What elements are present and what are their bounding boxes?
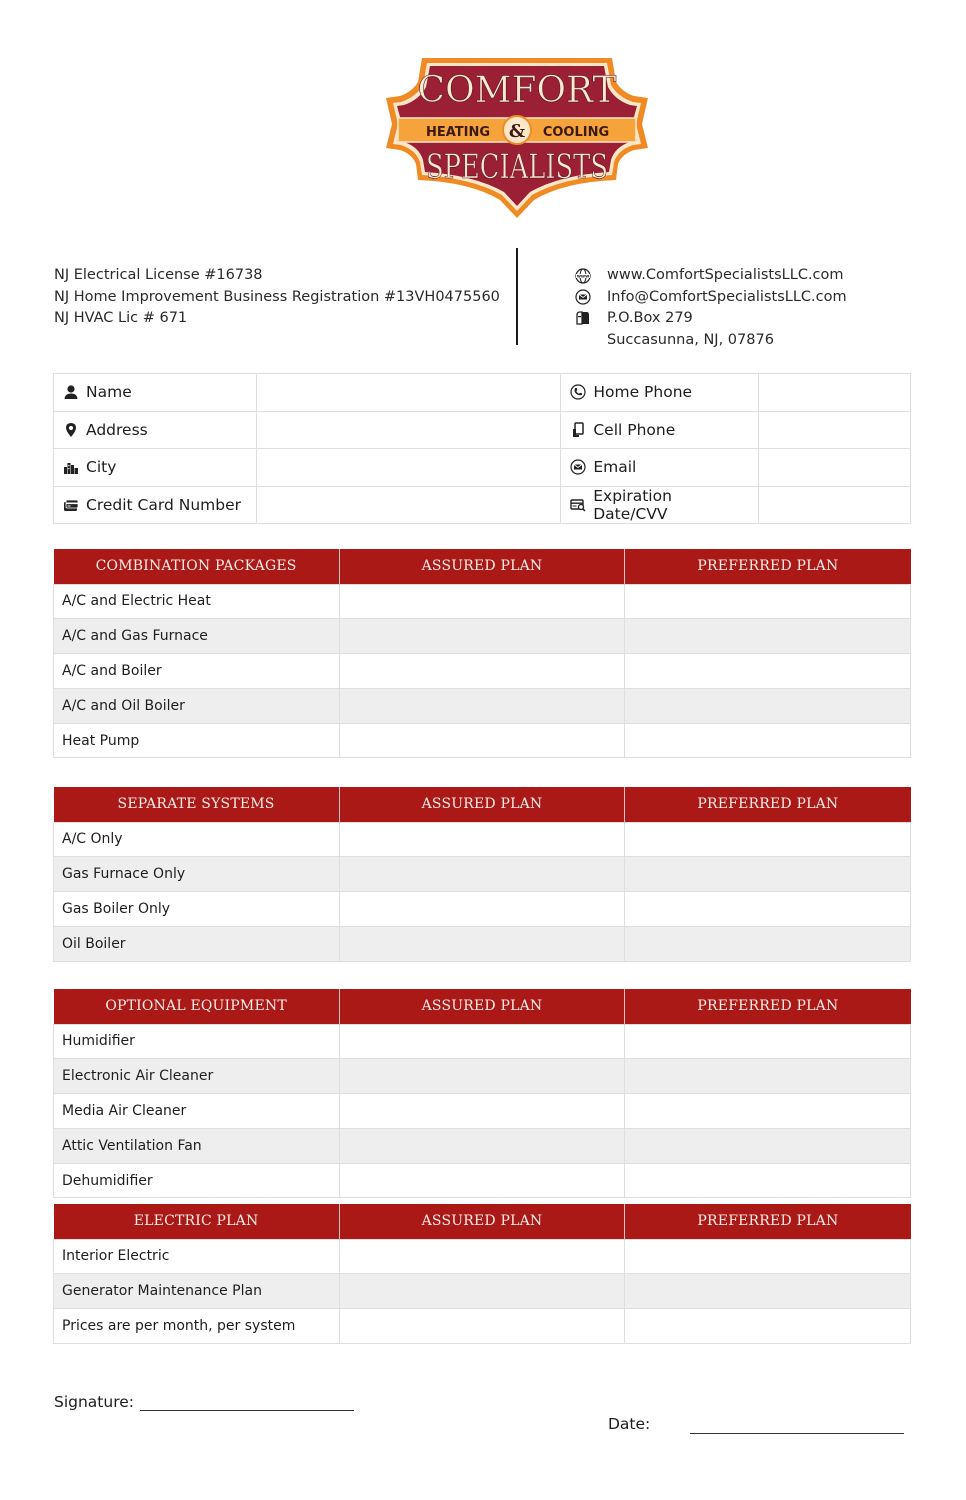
- assured-plan-cell[interactable]: [339, 723, 625, 758]
- column-header: PREFERRED PLAN: [625, 549, 911, 584]
- preferred-plan-cell[interactable]: [625, 857, 911, 892]
- email-label-cell: [561, 449, 759, 487]
- assured-plan-cell[interactable]: [339, 1163, 625, 1198]
- credit-card-field[interactable]: [256, 486, 561, 524]
- column-header: ASSURED PLAN: [339, 989, 625, 1024]
- row-label: A/C and Boiler: [54, 654, 340, 689]
- preferred-plan-cell[interactable]: [625, 822, 911, 857]
- row-label: A/C and Electric Heat: [54, 584, 340, 619]
- license-line: NJ Electrical License #16738: [54, 267, 263, 283]
- logo-line1: COMFORT: [417, 70, 617, 111]
- assured-plan-cell[interactable]: [339, 1128, 625, 1163]
- row-label: Interior Electric: [54, 1239, 340, 1274]
- table-header-row: [54, 989, 911, 1024]
- preferred-plan-cell[interactable]: [625, 1024, 911, 1059]
- logo-banner-amp: &: [508, 121, 526, 142]
- logo-banner-right: COOLING: [542, 125, 610, 140]
- assured-plan-cell[interactable]: [339, 619, 625, 654]
- preferred-plan-cell[interactable]: [625, 688, 911, 723]
- row-label: Media Air Cleaner: [54, 1094, 340, 1129]
- preferred-plan-cell[interactable]: [625, 1128, 911, 1163]
- assured-plan-cell[interactable]: [339, 1274, 625, 1309]
- contact-pobox: [573, 308, 847, 330]
- assured-plan-cell[interactable]: [339, 1094, 625, 1129]
- signature-line[interactable]: [140, 1395, 354, 1411]
- preferred-plan-cell[interactable]: [625, 1239, 911, 1274]
- company-logo: [384, 52, 650, 222]
- row-label: Gas Furnace Only: [54, 857, 340, 892]
- table-row: [54, 1094, 911, 1129]
- email-icon: [569, 458, 587, 476]
- preferred-plan-cell[interactable]: [625, 1309, 911, 1344]
- table-row: [54, 619, 911, 654]
- row-label: Generator Maintenance Plan: [54, 1274, 340, 1309]
- logo-line2: SPECIALISTS: [426, 147, 608, 187]
- po-box-text: P.O.Box 279: [607, 310, 693, 326]
- globe-www-icon: [573, 268, 593, 284]
- cell-phone-field[interactable]: [759, 411, 911, 449]
- combination-packages-table: [53, 549, 911, 758]
- assured-plan-cell[interactable]: [339, 1059, 625, 1094]
- table-header-row: [54, 549, 911, 584]
- customer-row: [54, 411, 911, 449]
- row-label: Humidifier: [54, 1024, 340, 1059]
- table-row: [54, 1309, 911, 1344]
- signature-section: [54, 1393, 354, 1411]
- column-header: PREFERRED PLAN: [625, 787, 911, 822]
- table-row: [54, 688, 911, 723]
- row-label: Dehumidifier: [54, 1163, 340, 1198]
- column-header: PREFERRED PLAN: [625, 989, 911, 1024]
- expiration-label: Expiration Date/CVV: [593, 486, 672, 523]
- table-row: [54, 723, 911, 758]
- website-link[interactable]: www.ComfortSpecialistsLLC.com: [607, 267, 844, 283]
- assured-plan-cell[interactable]: [339, 654, 625, 689]
- preferred-plan-cell[interactable]: [625, 1094, 911, 1129]
- expiration-label-cell: [561, 486, 759, 524]
- city-label-cell: [54, 449, 257, 487]
- assured-plan-cell[interactable]: [339, 926, 625, 961]
- row-label: A/C and Oil Boiler: [54, 688, 340, 723]
- row-label: Gas Boiler Only: [54, 892, 340, 927]
- assured-plan-cell[interactable]: [339, 892, 625, 927]
- table-row: [54, 584, 911, 619]
- assured-plan-cell[interactable]: [339, 688, 625, 723]
- name-field[interactable]: [256, 374, 561, 412]
- table-header-row: [54, 787, 911, 822]
- person-icon: [62, 383, 80, 401]
- column-header: ELECTRIC PLAN: [54, 1204, 340, 1239]
- credit-card-label: Credit Card Number: [86, 495, 241, 514]
- table-row: [54, 1163, 911, 1198]
- table-row: [54, 654, 911, 689]
- home-phone-field[interactable]: [759, 374, 911, 412]
- column-header: PREFERRED PLAN: [625, 1204, 911, 1239]
- license-info: [54, 265, 500, 330]
- preferred-plan-cell[interactable]: [625, 892, 911, 927]
- row-label: Oil Boiler: [54, 926, 340, 961]
- city-field[interactable]: [256, 449, 561, 487]
- svg-text:www: www: [576, 274, 590, 280]
- table-row: [54, 1239, 911, 1274]
- contact-email: [573, 287, 847, 309]
- row-label: Prices are per month, per system: [54, 1309, 340, 1344]
- email-label: Email: [593, 458, 637, 477]
- table-row: [54, 857, 911, 892]
- preferred-plan-cell[interactable]: [625, 1274, 911, 1309]
- customer-row: [54, 374, 911, 412]
- home-phone-label-cell: [561, 374, 759, 412]
- phone-icon: [569, 383, 587, 401]
- address-field[interactable]: [256, 411, 561, 449]
- table-row: [54, 1274, 911, 1309]
- customer-row: [54, 449, 911, 487]
- electric-plan-table: [53, 1204, 911, 1344]
- license-line: NJ HVAC Lic # 671: [54, 310, 188, 326]
- date-label: Date:: [608, 1415, 651, 1433]
- preferred-plan-cell[interactable]: [625, 926, 911, 961]
- assured-plan-cell[interactable]: [339, 857, 625, 892]
- table-header-row: [54, 1204, 911, 1239]
- table-row: [54, 1128, 911, 1163]
- cell-phone-icon: [569, 421, 587, 439]
- signature-label: Signature:: [54, 1393, 134, 1411]
- home-phone-label: Home Phone: [593, 383, 693, 402]
- column-header: ASSURED PLAN: [339, 1204, 625, 1239]
- email-icon: [573, 289, 593, 305]
- name-label-cell: [54, 374, 257, 412]
- column-header: ASSURED PLAN: [339, 549, 625, 584]
- credit-card-label-cell: [54, 486, 257, 524]
- table-row: [54, 892, 911, 927]
- column-header: SEPARATE SYSTEMS: [54, 787, 340, 822]
- city-label: City: [86, 458, 117, 477]
- cell-phone-label-cell: [561, 411, 759, 449]
- logo-banner-left: HEATING: [425, 125, 491, 140]
- preferred-plan-cell[interactable]: [625, 654, 911, 689]
- column-header: COMBINATION PACKAGES: [54, 549, 340, 584]
- assured-plan-cell[interactable]: [339, 584, 625, 619]
- contact-website: [573, 265, 847, 287]
- address-label: Address: [86, 420, 148, 439]
- optional-equipment-table: [53, 989, 911, 1198]
- assured-plan-cell[interactable]: [339, 1239, 625, 1274]
- column-header: ASSURED PLAN: [339, 787, 625, 822]
- assured-plan-cell[interactable]: [339, 822, 625, 857]
- cell-phone-label: Cell Phone: [593, 420, 676, 439]
- row-label: Attic Ventilation Fan: [54, 1128, 340, 1163]
- contact-city: [573, 330, 847, 352]
- separate-systems-table: [53, 787, 911, 962]
- city-icon: [62, 458, 80, 476]
- row-label: A/C and Gas Furnace: [54, 619, 340, 654]
- address-label-cell: [54, 411, 257, 449]
- assured-plan-cell[interactable]: [339, 1024, 625, 1059]
- email-field[interactable]: [759, 449, 911, 487]
- preferred-plan-cell[interactable]: [625, 1059, 911, 1094]
- contact-info: [573, 265, 847, 351]
- column-header: OPTIONAL EQUIPMENT: [54, 989, 340, 1024]
- mailbox-icon: [573, 311, 593, 327]
- customer-info-table: [53, 373, 911, 524]
- card-search-icon: [569, 496, 587, 514]
- name-label: Name: [86, 383, 132, 402]
- preferred-plan-cell[interactable]: [625, 723, 911, 758]
- location-pin-icon: [62, 421, 80, 439]
- credit-card-icon: [62, 496, 80, 514]
- preferred-plan-cell[interactable]: [625, 584, 911, 619]
- table-row: [54, 926, 911, 961]
- customer-row: [54, 486, 911, 524]
- assured-plan-cell[interactable]: [339, 1309, 625, 1344]
- license-line: NJ Home Improvement Business Registration #13VH0475560: [54, 288, 500, 305]
- row-label: Electronic Air Cleaner: [54, 1059, 340, 1094]
- city-state-zip-text: Succasunna, NJ, 07876: [607, 331, 774, 348]
- row-label: Heat Pump: [54, 723, 340, 758]
- table-row: [54, 822, 911, 857]
- email-link[interactable]: Info@ComfortSpecialistsLLC.com: [607, 288, 847, 305]
- preferred-plan-cell[interactable]: [625, 619, 911, 654]
- header-divider: [516, 248, 518, 345]
- preferred-plan-cell[interactable]: [625, 1163, 911, 1198]
- row-label: A/C Only: [54, 822, 340, 857]
- table-row: [54, 1024, 911, 1059]
- table-row: [54, 1059, 911, 1094]
- expiration-field[interactable]: [759, 486, 911, 524]
- date-line[interactable]: [690, 1433, 904, 1434]
